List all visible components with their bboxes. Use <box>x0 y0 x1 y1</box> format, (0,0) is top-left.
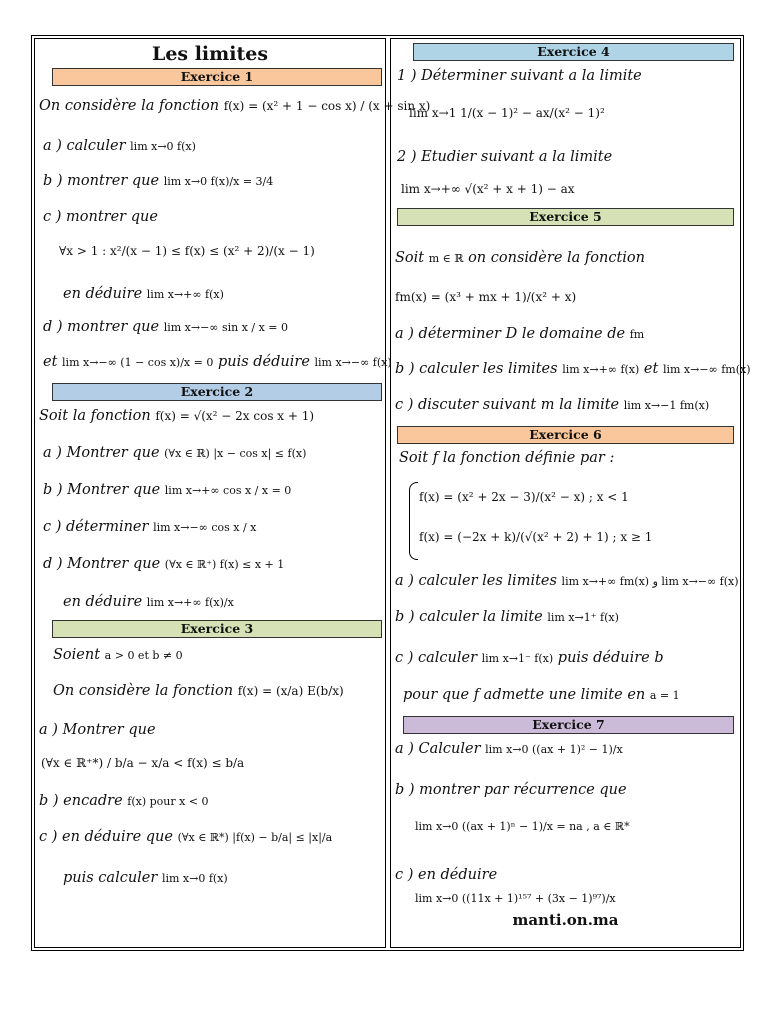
ex1-b-text: montrer que <box>67 173 160 189</box>
ex2-d-math: (∀x ∈ ℝ⁺) f(x) ≤ x + 1 <box>164 558 285 571</box>
ex1-e-math: lim x→−∞ (1 − cos x)/x = 0 <box>62 356 214 369</box>
exercise-1-header: Exercice 1 <box>52 68 382 86</box>
ex6-c-text2: puis déduire b <box>557 650 664 666</box>
ex1-c-deduce <box>63 284 224 304</box>
footer-site: manti.on.ma <box>512 911 619 929</box>
ex4-q2-text: Etudier suivant a la limite <box>421 149 613 165</box>
ex1-a-text: calculer <box>66 138 126 154</box>
ex2-d-deduce-math: lim x→+∞ f(x)/x <box>146 596 234 609</box>
ex2-d-deduce <box>63 592 234 612</box>
ex7-c-math: lim x→0 ((11x + 1)¹⁵⁷ + (3x − 1)⁹⁷)/x <box>415 892 616 905</box>
ex7-c-label: c ) <box>395 867 414 883</box>
ex3-question-c <box>39 827 332 847</box>
ex3-b-math: f(x) pour x < 0 <box>127 795 209 808</box>
ex6-b-math: lim x→1⁺ f(x) <box>547 611 619 624</box>
exercise-7-header: Exercice 7 <box>403 716 734 734</box>
ex6-b-text: calculer la limite <box>419 609 543 625</box>
ex6-b-label: b ) <box>395 609 415 625</box>
ex1-question-a <box>43 136 196 156</box>
ex2-b-text: Montrer que <box>67 482 161 498</box>
ex5-intro2-text: on considère la fonction <box>468 250 645 266</box>
ex5-a-label: a ) <box>395 326 414 342</box>
ex5-b-and: et <box>643 361 659 377</box>
ex5-question-a <box>395 324 644 344</box>
ex7-c-text: en déduire <box>418 867 498 883</box>
ex5-b-label: b ) <box>395 361 415 377</box>
ex4-q2-label: 2 ) <box>397 149 417 165</box>
ex2-question-a <box>43 443 306 463</box>
ex7-question-b <box>395 780 627 800</box>
ex1-intro-text: On considère la fonction <box>39 98 220 114</box>
ex5-b-text: calculer les limites <box>419 361 558 377</box>
ex3-question-a <box>39 720 156 740</box>
ex3-c-math: (∀x ∈ ℝ*) |f(x) − b/a| ≤ |x|/a <box>177 831 333 844</box>
ex3-c-compute <box>63 868 228 888</box>
ex5-c-math: lim x→−1 fm(x) <box>623 399 710 412</box>
ex7-a-text: Calculer <box>418 741 481 757</box>
page-title: Les limites <box>151 43 269 65</box>
ex1-question-b <box>43 171 273 191</box>
exercise-2-header: Exercice 2 <box>52 383 382 401</box>
ex3-a-text: Montrer que <box>62 722 156 738</box>
ex1-e-text: puis déduire <box>217 354 310 370</box>
ex1-question-d <box>43 317 288 337</box>
ex2-d-deduce-text: en déduire <box>63 594 143 610</box>
ex5-c-label: c ) <box>395 397 414 413</box>
ex6-intro: Soit f la fonction définie par : <box>399 450 615 466</box>
ex1-intro <box>39 96 430 116</box>
ex3-c-label: c ) <box>39 829 58 845</box>
ex1-a-math: lim x→0 f(x) <box>130 140 196 153</box>
ex7-b-math: lim x→0 ((ax + 1)ⁿ − 1)/x = na , a ∈ ℝ* <box>415 820 630 833</box>
ex6-question-d <box>403 685 680 705</box>
ex6-a-math: lim x→+∞ fm(x) و lim x→−∞ f(x) <box>561 575 739 588</box>
ex3-c-text: en déduire que <box>62 829 173 845</box>
ex7-b-label: b ) <box>395 782 415 798</box>
ex5-intro <box>395 248 645 268</box>
ex1-question-c <box>43 207 158 227</box>
ex5-c-text: discuter suivant m la limite <box>418 397 620 413</box>
ex3-c-compute-text: puis calculer <box>63 870 158 886</box>
ex7-question-a <box>395 739 623 759</box>
left-column <box>34 38 431 948</box>
ex1-e-math2: lim x→−∞ f(x) <box>314 356 392 369</box>
ex1-function-def: f(x) = (x² + 1 − cos x) / (x + sin x) <box>223 99 431 113</box>
exercise-6-header: Exercice 6 <box>397 426 734 444</box>
ex2-c-text: déterminer <box>66 519 149 535</box>
ex5-question-b <box>395 359 751 379</box>
ex1-c-label: c ) <box>43 209 62 225</box>
ex5-b-math2: lim x→−∞ fm(x) <box>662 363 751 376</box>
ex2-c-label: c ) <box>43 519 62 535</box>
ex7-a-math: lim x→0 ((ax + 1)² − 1)/x <box>485 743 623 756</box>
ex3-function-def: f(x) = (x/a) E(b/x) <box>237 684 344 698</box>
ex6-c-label: c ) <box>395 650 414 666</box>
ex1-d-text: montrer que <box>67 319 160 335</box>
ex2-d-text: Montrer que <box>67 556 161 572</box>
ex1-c-inequality: ∀x > 1 : x²/(x − 1) ≤ f(x) ≤ (x² + 2)/(x − 1) <box>59 244 315 258</box>
ex3-intro2 <box>53 681 344 701</box>
ex1-c-text: montrer que <box>66 209 158 225</box>
ex6-a-label: a ) <box>395 573 414 589</box>
ex6-question-a <box>395 571 739 591</box>
ex3-question-b <box>39 791 209 811</box>
ex2-question-c <box>43 517 256 537</box>
ex6-c-math: lim x→1⁻ f(x) <box>481 652 554 665</box>
ex2-function-def: f(x) = √(x² − 2x cos x + 1) <box>155 409 315 423</box>
exercise-4-header: Exercice 4 <box>413 43 734 61</box>
ex2-a-label: a ) <box>43 445 62 461</box>
ex2-intro <box>39 406 314 426</box>
ex1-e-and: et <box>43 354 58 370</box>
right-column <box>390 38 751 948</box>
ex1-question-e <box>43 352 392 372</box>
ex2-question-d <box>43 554 284 574</box>
ex3-c-compute-math: lim x→0 f(x) <box>161 872 228 885</box>
ex4-q1-math: lim x→1 1/(x − 1)² − ax/(x² − 1)² <box>409 106 605 120</box>
ex2-question-b <box>43 480 291 500</box>
ex1-d-math: lim x→−∞ sin x / x = 0 <box>163 321 289 334</box>
exercise-3-header: Exercice 3 <box>52 620 382 638</box>
ex3-intro <box>53 645 183 665</box>
ex4-question-2 <box>397 147 612 167</box>
ex4-q1-label: 1 ) <box>397 68 417 84</box>
ex3-intro2-text: On considère la fonction <box>53 683 234 699</box>
ex5-intro-math: m ∈ ℝ <box>428 252 464 265</box>
exercise-5-header: Exercice 5 <box>397 208 734 226</box>
ex1-c-deduce-math: lim x→+∞ f(x) <box>146 288 224 301</box>
ex2-c-math: lim x→−∞ cos x / x <box>153 521 257 534</box>
ex4-question-1 <box>397 66 642 86</box>
ex1-a-label: a ) <box>43 138 62 154</box>
ex5-function-def: fm(x) = (x³ + mx + 1)/(x² + x) <box>395 290 577 304</box>
ex5-b-math: lim x→+∞ f(x) <box>562 363 640 376</box>
ex7-question-c <box>395 865 497 885</box>
ex6-question-c <box>395 648 664 668</box>
ex6-c-text: calculer <box>418 650 478 666</box>
ex4-q1-text: Déterminer suivant a la limite <box>421 68 642 84</box>
ex2-a-math: (∀x ∈ ℝ) |x − cos x| ≤ f(x) <box>164 447 307 460</box>
worksheet <box>31 35 751 951</box>
ex3-b-label: b ) <box>39 793 59 809</box>
ex5-a-text2: D le domaine de <box>505 326 626 342</box>
ex1-d-label: d ) <box>43 319 63 335</box>
ex4-q2-math: lim x→+∞ √(x² + x + 1) − ax <box>401 182 575 196</box>
ex6-d-text: pour que f admette une limite en <box>403 687 646 703</box>
ex6-case-brace <box>409 482 418 560</box>
ex5-a-math: fm <box>629 328 645 341</box>
ex1-c-deduce-text: en déduire <box>63 286 143 302</box>
ex7-b-text: montrer par récurrence que <box>419 782 627 798</box>
ex3-conditions: a > 0 et b ≠ 0 <box>104 649 183 662</box>
ex1-b-label: b ) <box>43 173 63 189</box>
ex2-d-label: d ) <box>43 556 63 572</box>
ex6-question-b <box>395 607 619 627</box>
ex3-a-inequality: (∀x ∈ ℝ⁺*) / b/a − x/a < f(x) ≤ b/a <box>41 756 245 770</box>
ex2-b-label: b ) <box>43 482 63 498</box>
ex5-a-text: déterminer <box>418 326 501 342</box>
ex7-a-label: a ) <box>395 741 414 757</box>
ex2-intro-text: Soit la fonction <box>39 408 151 424</box>
ex6-case-2: f(x) = (−2x + k)/(√(x² + 2) + 1) ; x ≥ 1 <box>419 530 653 544</box>
ex5-intro-text: Soit <box>395 250 425 266</box>
ex6-a-text: calculer les limites <box>418 573 557 589</box>
ex5-question-c <box>395 395 709 415</box>
ex3-intro-text: Soient <box>53 647 101 663</box>
ex6-d-math: a = 1 <box>649 689 680 702</box>
ex3-b-text: encadre <box>63 793 123 809</box>
ex6-case-1: f(x) = (x² + 2x − 3)/(x² − x) ; x < 1 <box>419 490 629 504</box>
ex1-b-math: lim x→0 f(x)/x = 3/4 <box>163 175 274 188</box>
ex2-a-text: Montrer que <box>66 445 160 461</box>
ex2-b-math: lim x→+∞ cos x / x = 0 <box>164 484 292 497</box>
ex3-a-label: a ) <box>39 722 58 738</box>
